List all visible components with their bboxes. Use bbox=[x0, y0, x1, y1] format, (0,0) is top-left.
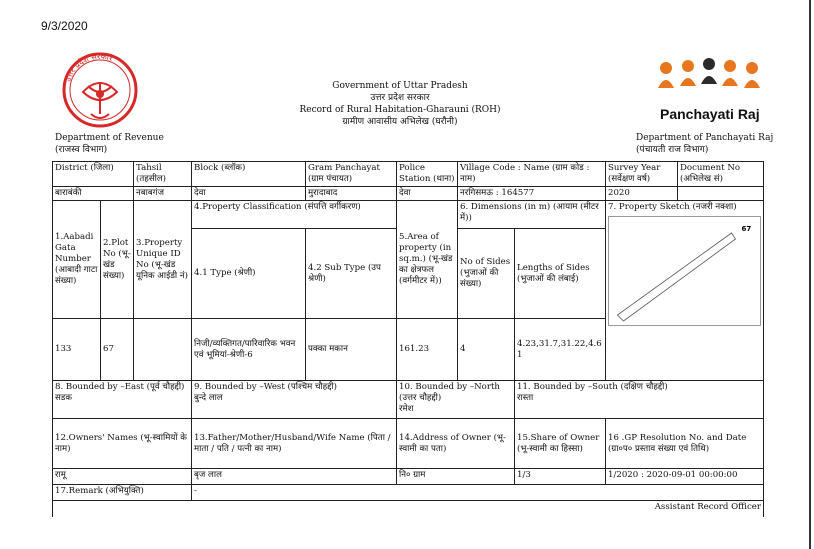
bounded-east-label: 8. Bounded by –East (पूर्व चौहद्दी) bbox=[55, 382, 185, 392]
unique-id-header: 3.Property Unique ID No (भू-खंड यूनिक आईडी नं) bbox=[134, 201, 192, 319]
bounded-south-label: 11. Bounded by –South (दक्षिण चौहद्दी) bbox=[517, 382, 668, 392]
block-value: देवा bbox=[192, 187, 306, 201]
block-header: Block (ब्लॉक) bbox=[192, 162, 306, 187]
subtype-header: 4.2 Sub Type (उप श्रेणी) bbox=[306, 229, 397, 319]
tahsil-header: Tahsil (तहसील) bbox=[134, 162, 192, 187]
type-value: निजी/व्यक्तिगत/पारिवारिक भवन एवं भूमियां-श्रेणी-6 bbox=[192, 319, 306, 381]
up-government-emblem bbox=[55, 52, 145, 130]
area-value: 161.23 bbox=[397, 319, 458, 381]
bounded-north-label: 10. Bounded by –North (उत्तर चौहद्दी) bbox=[399, 382, 500, 403]
header-line-3: Record of Rural Habitation-Gharauni (ROH) bbox=[299, 105, 501, 115]
property-sketch-cell bbox=[606, 201, 764, 381]
owners-names-value: रामू bbox=[53, 469, 192, 485]
gram-panchayat-value: मुरादाबाद bbox=[306, 187, 397, 201]
no-of-sides-value: 4 bbox=[458, 319, 515, 381]
document-header bbox=[250, 80, 550, 128]
location-header-row bbox=[53, 162, 764, 187]
bounded-north-cell bbox=[397, 381, 515, 419]
property-sketch-drawing bbox=[609, 217, 760, 325]
dimensions-header: 6. Dimensions (in m) (आयाम (मीटर में)) bbox=[458, 201, 606, 229]
tahsil-value: नबाबगंज bbox=[134, 187, 192, 201]
owner-address-header: 14.Address of Owner (भू-स्वामी का पता) bbox=[397, 419, 515, 469]
dept-right-en: Department of Panchayati Raj bbox=[636, 133, 774, 143]
property-classification-header: 4.Property Classification (संपत्ति वर्गीकरण) bbox=[192, 201, 397, 229]
police-station-value: देवा bbox=[397, 187, 458, 201]
bounded-east-value: सडक bbox=[55, 393, 73, 403]
header-line-4: ग्रामीण आवासीय अभिलेख (घरौनी) bbox=[342, 117, 458, 127]
bounded-south-cell bbox=[515, 381, 764, 419]
police-station-header: Police Station (थाना) bbox=[397, 162, 458, 187]
remark-row bbox=[53, 485, 764, 501]
document-no-value bbox=[678, 187, 764, 201]
gharauni-record-table bbox=[52, 161, 764, 517]
plot-no-header: 2.Plot No (भू-खंड संख्या) bbox=[101, 201, 134, 319]
assistant-record-officer: Assistant Record Officer bbox=[53, 501, 764, 517]
header-line-1: Government of Uttar Pradesh bbox=[332, 81, 468, 91]
gp-resolution-header: 16 .GP Resolution No. and Date (ग्रा०प० प्रस्ताव संख्या एवं तिथि) bbox=[606, 419, 764, 469]
bounded-north-value: रमेश bbox=[399, 404, 414, 414]
property-sketch-header: 7. Property Sketch (नजरी नक्शा) bbox=[608, 202, 737, 212]
owners-names-header: 12.Owners' Names (भू-स्वामियों के नाम) bbox=[53, 419, 192, 469]
bounded-west-cell bbox=[192, 381, 397, 419]
abadi-gata-value: 133 bbox=[53, 319, 101, 381]
owner-share-header: 15.Share of Owner (भू-स्वामी का हिस्सा) bbox=[515, 419, 606, 469]
village-header: Village Code : Name (ग्राम कोड : नाम) bbox=[458, 162, 606, 187]
dept-right-hi: (पंचायती राज विभाग) bbox=[636, 145, 709, 155]
department-revenue bbox=[55, 132, 164, 156]
svg-text:उत्तर प्रदेश सरकार bbox=[63, 52, 114, 83]
print-date: 9/3/2020 bbox=[41, 19, 88, 33]
abadi-gata-header: 1.Aabadi Gata Number (आबादी गाटा संख्या) bbox=[53, 201, 101, 319]
sketch-plot-label: 67 bbox=[741, 225, 752, 233]
gp-resolution-value: 1/2020 : 2020-09-01 00:00:00 bbox=[606, 469, 764, 485]
panchayati-raj-title: Panchayati Raj bbox=[660, 106, 760, 122]
area-header: 5.Area of property (in sq.m.) (भू-खंड का क्षेत्रफल (वर्गमीटर में)) bbox=[397, 201, 458, 319]
lengths-of-sides-value: 4.23,31.7,31.22,4.61 bbox=[515, 319, 606, 381]
signature-row bbox=[53, 501, 764, 517]
no-of-sides-header: No of Sides (भुजाओं की संख्या) bbox=[458, 229, 515, 319]
owner-share-value: 1/3 bbox=[515, 469, 606, 485]
dept-left-en: Department of Revenue bbox=[55, 133, 164, 143]
bounded-east-cell bbox=[53, 381, 192, 419]
bounded-west-value: बुन्दे लाल bbox=[194, 393, 223, 403]
type-header: 4.1 Type (श्रेणी) bbox=[192, 229, 306, 319]
father-name-value: बृज लाल bbox=[192, 469, 397, 485]
header-line-2: उत्तर प्रदेश सरकार bbox=[370, 93, 430, 103]
department-panchayati-raj bbox=[636, 132, 773, 156]
district-header: District (जिला) bbox=[53, 162, 134, 187]
remark-value: - bbox=[192, 485, 764, 501]
owner-header-row bbox=[53, 419, 764, 469]
lengths-of-sides-header: Lengths of Sides (भुजाओं की लंबाई) bbox=[515, 229, 606, 319]
subtype-value: पक्का मकान bbox=[306, 319, 397, 381]
district-value: बाराबंकी bbox=[53, 187, 134, 201]
property-sketch-box bbox=[608, 216, 761, 326]
survey-year-header: Survey Year (सर्वेक्षण वर्ष) bbox=[606, 162, 678, 187]
plot-no-value: 67 bbox=[101, 319, 134, 381]
village-value: नरगिसमऊ : 164577 bbox=[458, 187, 606, 201]
owner-value-row bbox=[53, 469, 764, 485]
dept-left-hi: (राजस्व विभाग) bbox=[55, 145, 108, 155]
document-no-header: Document No (अभिलेख सं) bbox=[678, 162, 764, 187]
father-name-header: 13.Father/Mother/Husband/Wife Name (पिता / माता / पति / पत्नी का नाम) bbox=[192, 419, 397, 469]
owner-address-value: नि० ग्राम bbox=[397, 469, 515, 485]
bounded-west-label: 9. Bounded by –West (पश्चिम चौहद्दी) bbox=[194, 382, 337, 392]
gram-panchayat-header: Gram Panchayat (ग्राम पंचायत) bbox=[306, 162, 397, 187]
bounded-south-value: रास्ता bbox=[517, 393, 534, 403]
boundaries-row bbox=[53, 381, 764, 419]
unique-id-value bbox=[134, 319, 192, 381]
emblem-arc-text: उत्तर प्रदेश सरकार bbox=[63, 52, 114, 83]
property-header-row bbox=[53, 201, 764, 229]
remark-label: 17.Remark (अभियुक्ति) bbox=[53, 485, 192, 501]
survey-year-value: 2020 bbox=[606, 187, 678, 201]
location-value-row bbox=[53, 187, 764, 201]
